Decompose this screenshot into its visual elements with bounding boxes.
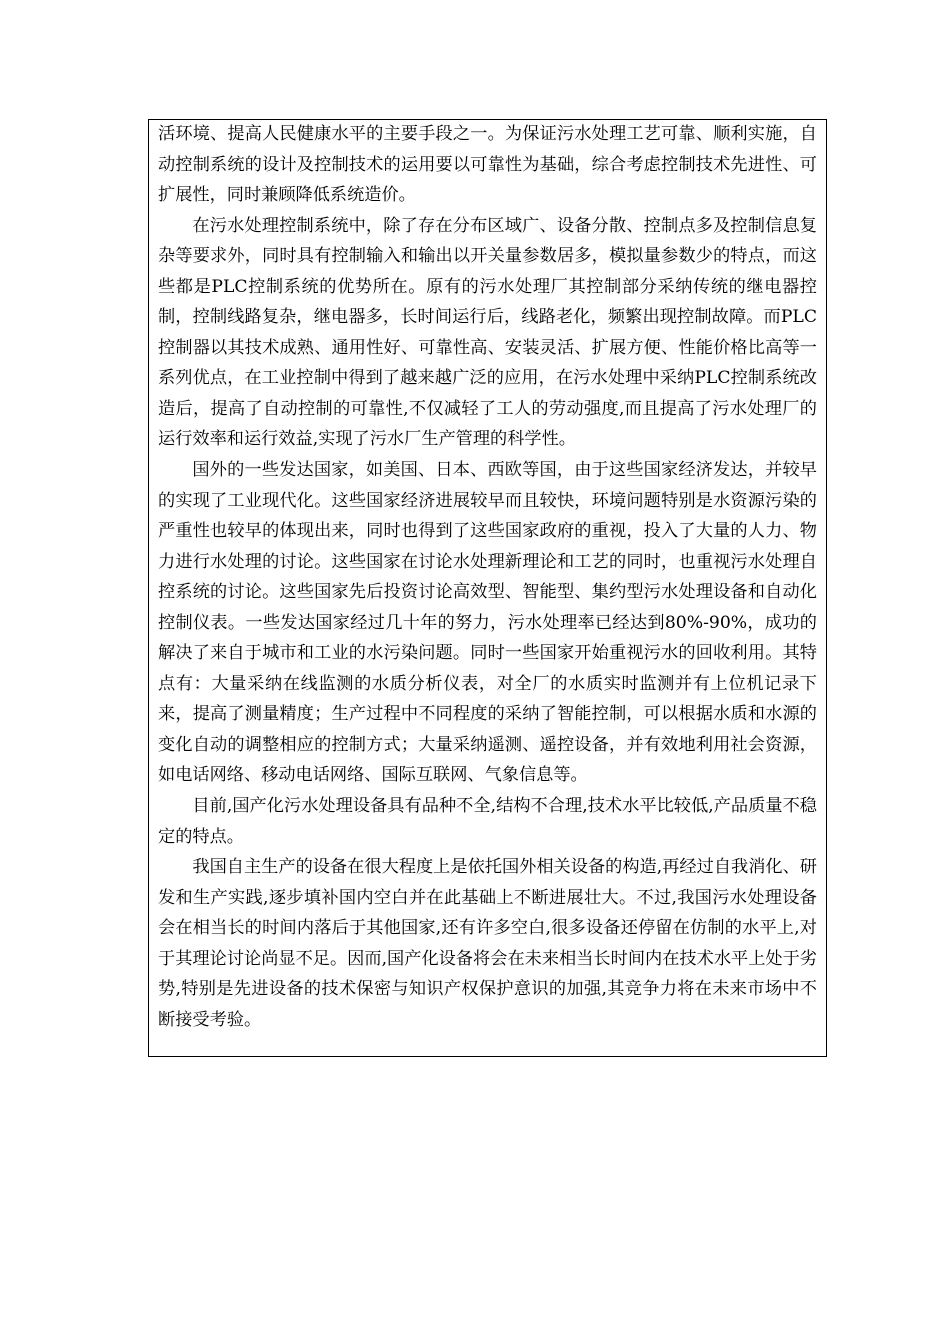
paragraph-3: 国外的一些发达国家，如美国、日本、西欧等国，由于这些国家经济发达，并较早的实现了工业现代化。这些国家经济进展较早而且较快，环境问题特别是水资源污染的严重性也较早的体现出来，同时也得到了这些国家政府的重视，投入了大量的人力、物力进行水处理的讨论。这些国家在讨论水处理新理论和工艺的同时，也重视污水处理自控系统的讨论。这些国家先后投资讨论高效型、智能型、集约型污水处理设备和自动化控制仪表。一些发达国家经过几十年的努力，污水处理率已经达到80%-90%，成功的解决了来自于城市和工业的水污染问题。同时一些国家开始重视污水的回收利用。其特点有：大量采纳在线监测的水质分析仪表，对全厂的水质实时监测并有上位机记录下来，提高了测量精度；生产过程中不同程度的采纳了智能控制，可以根据水质和水源的变化自动的调整相应的控制方式；大量采纳遥测、遥控设备，并有效地利用社会资源，如电话网络、移动电话网络、国际互联网、气象信息等。 — [158, 460, 817, 786]
paragraph-4: 目前,国产化污水处理设备具有品种不全,结构不合理,技术水平比较低,产品质量不稳定的特点。 — [158, 796, 817, 847]
paragraph-1: 活环境、提高人民健康水平的主要手段之一。为保证污水处理工艺可靠、顺利实施，自动控制系统的设计及控制技术的运用要以可靠性为基础，综合考虑控制技术先进性、可扩展性，同时兼顾降低系统造价。 — [158, 124, 817, 206]
paragraph-2: 在污水处理控制系统中，除了存在分布区域广、设备分散、控制点多及控制信息复杂等要求外，同时具有控制输入和输出以开关量参数居多，模拟量参数少的特点，而这些都是PLC控制系统的优势所在。原有的污水处理厂其控制部分采纳传统的继电器控制，控制线路复杂，继电器多，长时间运行后，线路老化，频繁出现控制故障。而PLC控制器以其技术成熟、通用性好、可靠性高、安装灵活、扩展方便、性能价格比高等一系列优点，在工业控制中得到了越来越广泛的应用，在污水处理中采纳PLC控制系统改造后，提高了自动控制的可靠性,不仅减轻了工人的劳动强度,而且提高了污水处理厂的运行效率和运行效益,实现了污水厂生产管理的科学性。 — [158, 215, 817, 450]
bordered-text-box — [148, 119, 827, 1057]
paragraph-5: 我国自主生产的设备在很大程度上是依托国外相关设备的构造,再经过自我消化、研发和生产实践,逐步填补国内空白并在此基础上不断进展壮大。不过,我国污水处理设备会在相当长的时间内落后于其他国家,还有许多空白,很多设备还停留在仿制的水平上,对于其理论讨论尚显不足。因而,国产化设备将会在未来相当长时间内在技术水平上处于劣势,特别是先进设备的技术保密与知识产权保护意识的加强,其竞争力将在未来市场中不断接受考验。 — [158, 857, 817, 1030]
